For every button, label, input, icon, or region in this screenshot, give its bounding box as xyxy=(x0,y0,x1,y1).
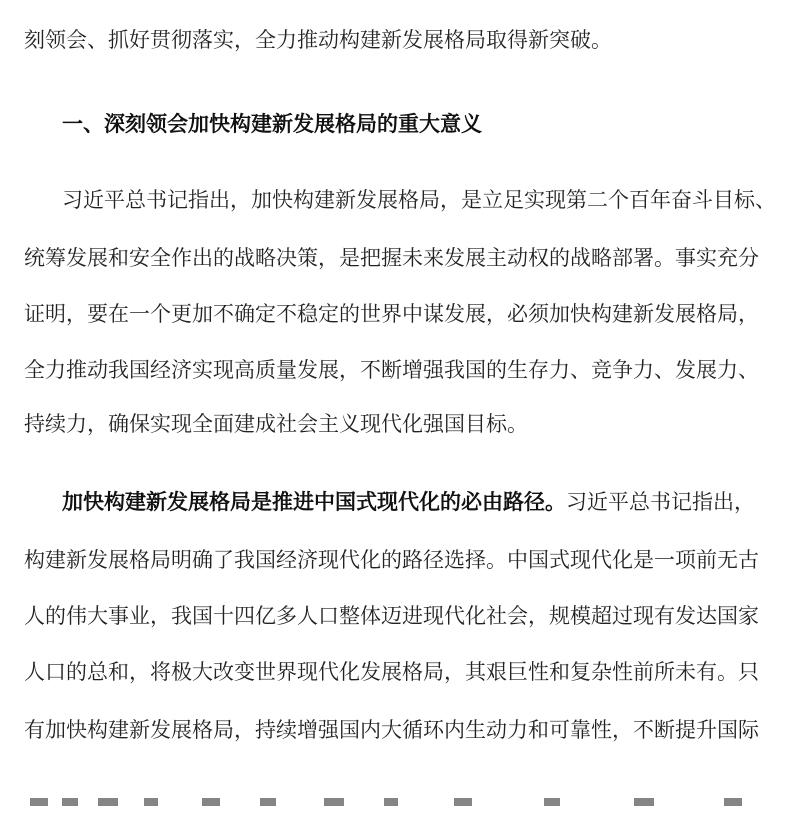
paragraph-2-line: 人的伟大事业，我国十四亿多人口整体迈进现代化社会，规模超过现有发达国家 xyxy=(24,604,759,628)
paragraph-1-line: 证明，要在一个更加不确定不稳定的世界中谋发展，必须加快构建新发展格局， xyxy=(24,302,759,326)
paragraph-2-lead-rest: 习近平总书记指出， xyxy=(566,490,755,514)
paragraph-1-line: 全力推动我国经济实现高质量发展，不断增强我国的生存力、竞争力、发展力、 xyxy=(24,358,759,382)
paragraph-intro-end-line: 刻领会、抓好贯彻落实，全力推动构建新发展格局取得新突破。 xyxy=(24,28,612,52)
paragraph-2-lead-bold: 加快构建新发展格局是推进中国式现代化的必由路径。 xyxy=(62,490,566,514)
paragraph-1-line: 持续力，确保实现全面建成社会主义现代化强国目标。 xyxy=(24,412,528,436)
paragraph-1-line: 统筹发展和安全作出的战略决策，是把握未来发展主动权的战略部署。事实充分 xyxy=(24,246,759,270)
paragraph-2-line: 构建新发展格局明确了我国经济现代化的路径选择。中国式现代化是一项前无古 xyxy=(24,548,759,572)
section-heading-1: 一、深刻领会加快构建新发展格局的重大意义 xyxy=(62,112,482,136)
paragraph-1-line: 习近平总书记指出，加快构建新发展格局，是立足实现第二个百年奋斗目标、 xyxy=(62,188,776,212)
paragraph-2-line: 有加快构建新发展格局，持续增强国内大循环内生动力和可靠性，不断提升国际 xyxy=(24,718,759,742)
paragraph-2-first-line xyxy=(62,488,755,516)
paragraph-2-line: 人口的总和，将极大改变世界现代化发展格局，其艰巨性和复杂性前所未有。只 xyxy=(24,660,759,684)
